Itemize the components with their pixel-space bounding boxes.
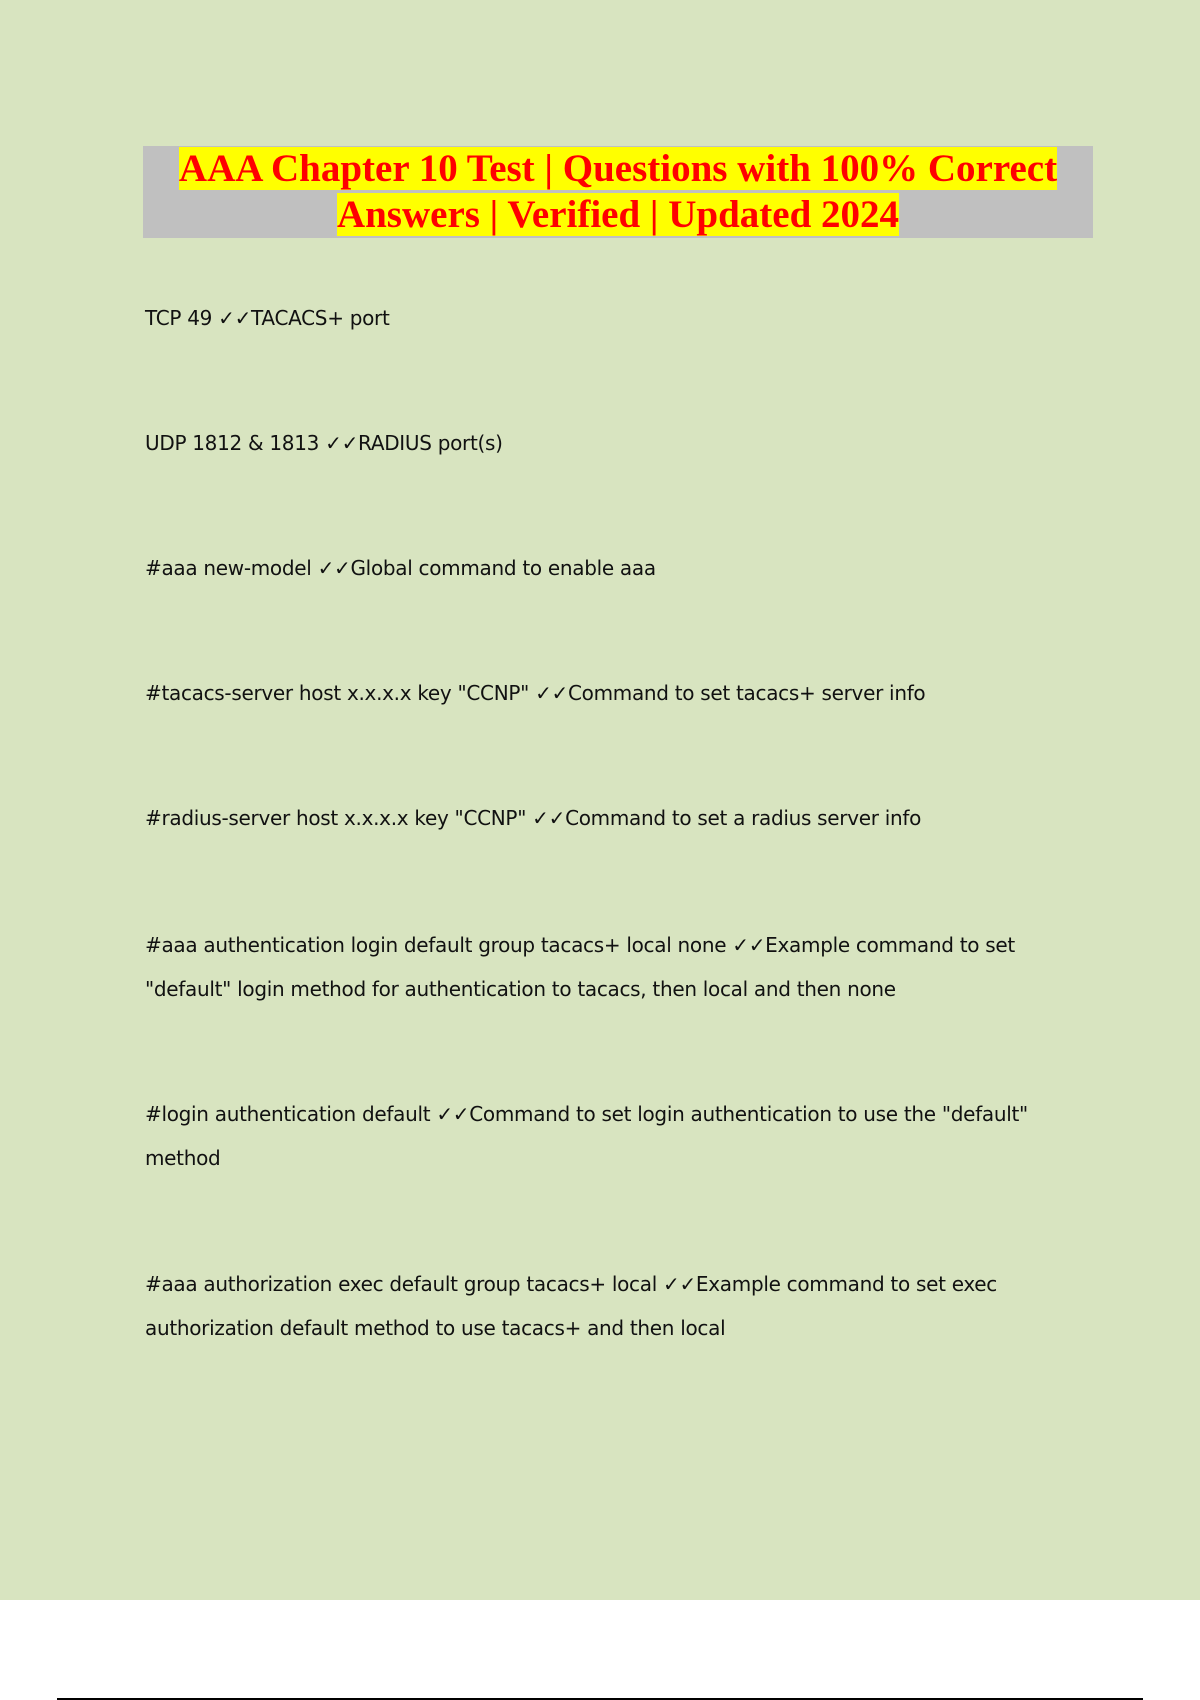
qa-entry: UDP 1812 & 1813 ✓✓RADIUS port(s) xyxy=(145,431,503,455)
qa-entry: #radius-server host x.x.x.x key "CCNP" ✓✓Command to set a radius server info xyxy=(145,806,922,830)
qa-entry: #aaa authentication login default group tacacs+ local none ✓✓Example command to set "default" login method for authentication to tacacs, then local and then none xyxy=(145,933,1015,1001)
qa-entry: #aaa authorization exec default group tacacs+ local ✓✓Example command to set exec authorization default method to use tacacs+ and then local xyxy=(145,1272,997,1340)
title-line-2: Answers | Verified | Updated 2024 xyxy=(336,193,900,236)
document-title xyxy=(143,146,1093,238)
qa-entry: #aaa new-model ✓✓Global command to enable aaa xyxy=(145,556,656,580)
title-line-1: AAA Chapter 10 Test | Questions with 100% Correct xyxy=(178,147,1058,190)
qa-entry: #tacacs-server host x.x.x.x key "CCNP" ✓✓Command to set tacacs+ server info xyxy=(145,681,926,705)
qa-entry: #login authentication default ✓✓Command to set login authentication to use the "default" method xyxy=(145,1102,1028,1170)
qa-entry: TCP 49 ✓✓TACACS+ port xyxy=(145,306,390,330)
